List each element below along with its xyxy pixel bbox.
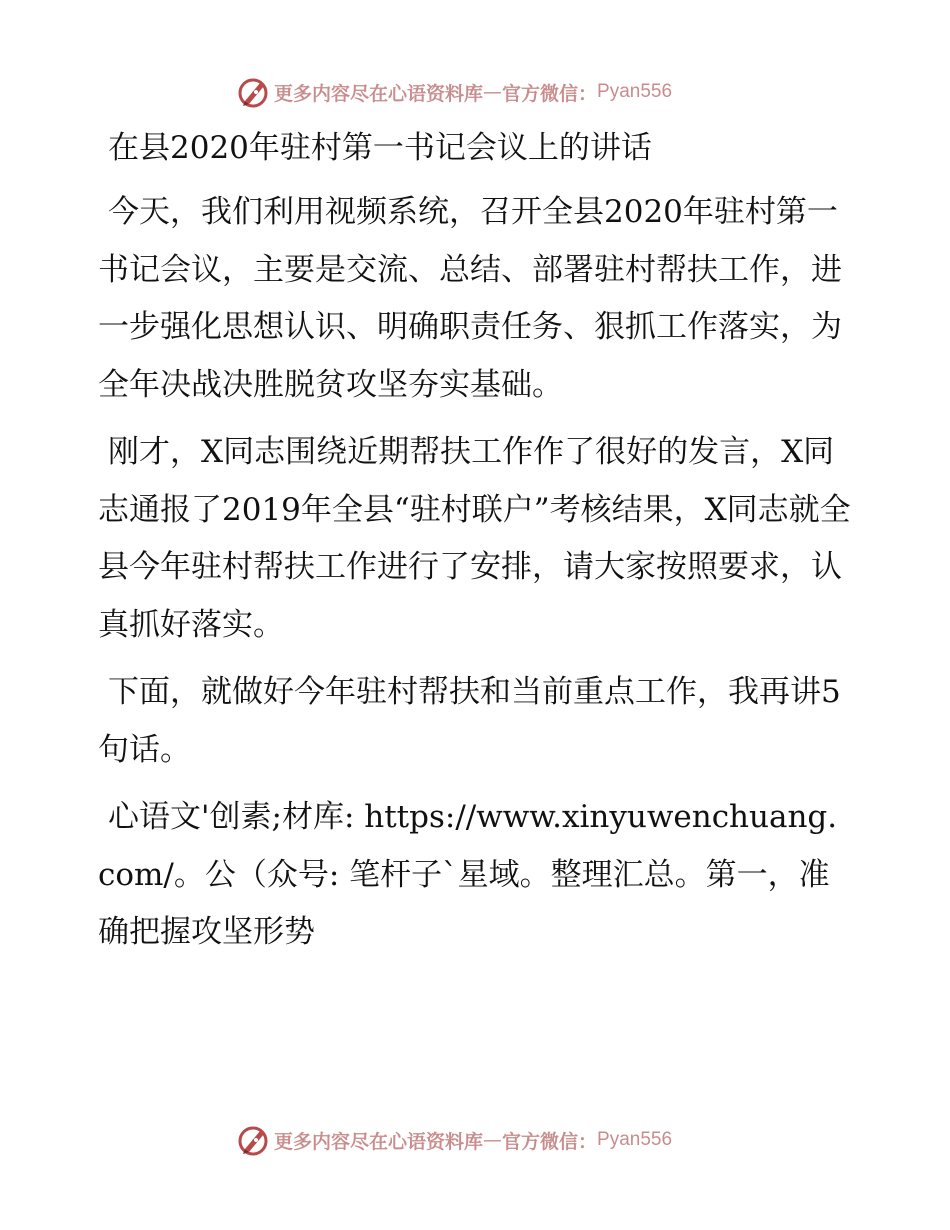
footer-wechat-label: 官方微信： <box>502 1130 598 1153</box>
header-separator: — <box>483 81 503 103</box>
pen-logo-icon <box>236 75 270 109</box>
paragraph-4: 心语文'创素;材库: https://www.xinyuwenchuang.com/。公（众号: 笔杆子`星域。整理汇总。第一，准确把握攻坚形势 <box>98 799 838 950</box>
header-watermark <box>236 72 716 112</box>
footer-wechat-id: Pyan556 <box>597 1129 673 1150</box>
header-wechat-id: Pyan556 <box>597 81 673 102</box>
document-body <box>98 122 858 972</box>
document-title: 在县2020年驻村第一书记会议上的讲话 <box>108 130 652 166</box>
footer-separator: — <box>483 1129 503 1151</box>
paragraph-2: 刚才，X同志围绕近期帮扶工作作了很好的发言，X同志通报了2019年全县“驻村联户”考核结果，X同志就全县今年驻村帮扶工作进行了安排，请大家按照要求，认真抓好落实。 <box>98 434 851 643</box>
pen-logo-icon <box>236 1123 270 1157</box>
paragraph-1: 今天，我们利用视频系统，召开全县2020年驻村第一书记会议，主要是交流、总结、部署驻村帮扶工作，进一步强化思想认识、明确职责任务、狠抓工作落实，为全年决战决胜脱贫攻坚夯实基础。 <box>98 194 842 403</box>
paragraph-3: 下面，就做好今年驻村帮扶和当前重点工作，我再讲5句话。 <box>98 674 841 768</box>
footer-site-text: 更多内容尽在心语资料库 <box>274 1130 484 1153</box>
header-site-text: 更多内容尽在心语资料库 <box>274 82 484 105</box>
header-wechat-label: 官方微信： <box>502 82 598 105</box>
footer-watermark <box>236 1120 716 1160</box>
